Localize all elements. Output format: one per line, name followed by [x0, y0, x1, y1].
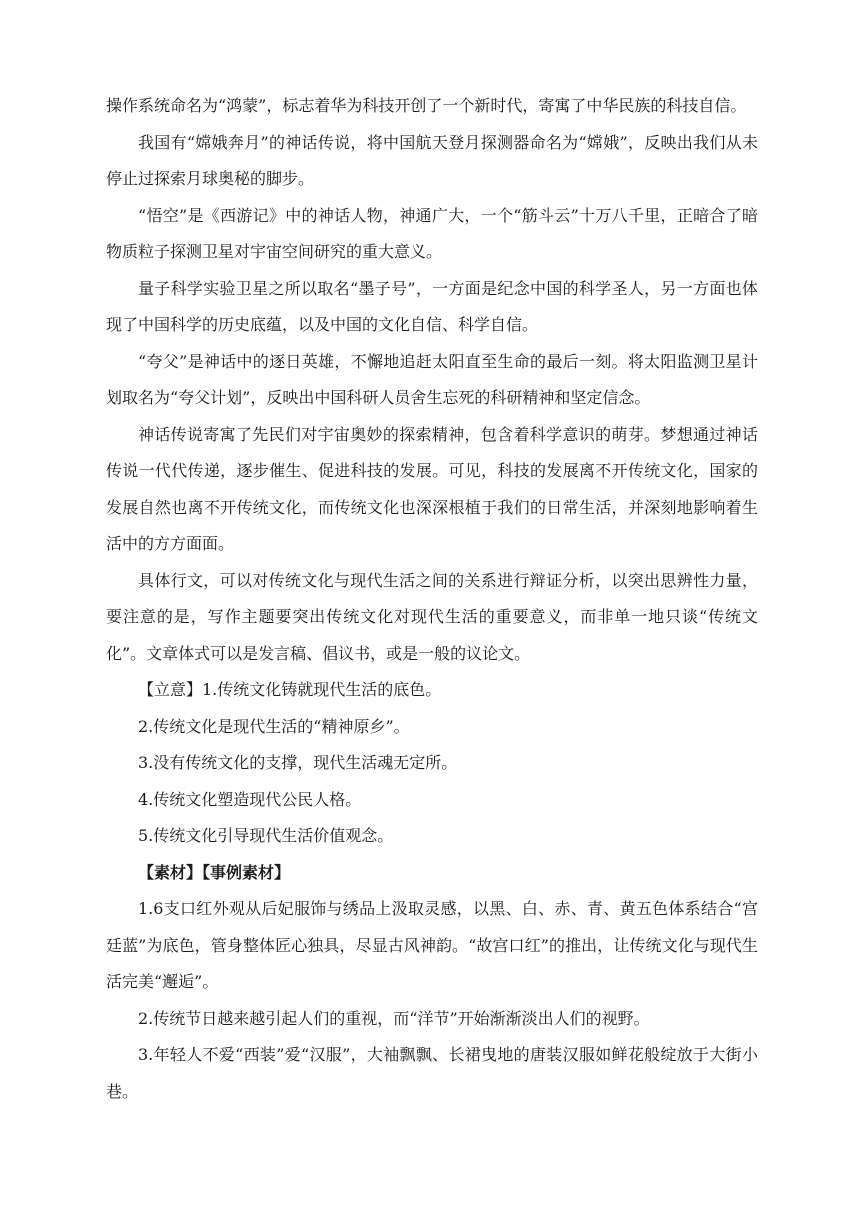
paragraph-mozi: 量子科学实验卫星之所以取名“墨子号”，一方面是纪念中国的科学圣人，另一方面也体现了中国科学的历史底蕴，以及中国的文化自信、科学自信。	[106, 278, 758, 334]
paragraph-wukong: “悟空”是《西游记》中的神话人物，神通广大，一个“筋斗云”十万八千里，正暗合了暗物质粒子探测卫星对宇宙空间研究的重大意义。	[106, 205, 758, 261]
paragraph-kuafu: “夸父”是神话中的逐日英雄，不懈地追赶太阳直至生命的最后一刻。将太阳监测卫星计划取名为“夸父计划”，反映出中国科研人员舍生忘死的科研精神和坚定信念。	[106, 351, 758, 407]
paragraph-change: 我国有“嫦娥奔月”的神话传说，将中国航天登月探测器命名为“嫦娥”，反映出我们从未停止过探索月球奥秘的脚步。	[106, 132, 758, 188]
theme-item-2: 2.传统文化是现代生活的“精神原乡”。	[138, 716, 410, 736]
material-item-3: 3.年轻人不爱“西装”爱“汉服”，大袖飘飘、长裙曳地的唐装汉服如鲜花般绽放于大街小巷。	[106, 1045, 758, 1101]
material-item-1: 1.6支口红外观从后妃服饰与绣品上汲取灵感，以黑、白、赤、青、黄五色体系结合“宫廷蓝”为底色，管身整体匠心独具，尽显古风神韵。“故宫口红”的推出，让传统文化与现代生活完美“邂逅”。	[106, 899, 758, 991]
material-item-2: 2.传统节日越来越引起人们的重视，而“洋节”开始渐渐淡出人们的视野。	[138, 1008, 650, 1028]
paragraph-hongmeng: 操作系统命名为“鸿蒙”，标志着华为科技开创了一个新时代，寄寓了中华民族的科技自信。	[106, 96, 747, 115]
paragraph-writing-guide: 具体行文，可以对传统文化与现代生活之间的关系进行辩证分析，以突出思辨性力量，要注意的是，写作主题要突出传统文化对现代生活的重要意义，而非单一地只谈“传统文化”。文章体式可以是发言稿、倡议书，或是一般的议论文。	[106, 570, 758, 663]
theme-item-5: 5.传统文化引导现代生活价值观念。	[138, 826, 394, 845]
paragraph-myth-summary: 神话传说寄寓了先民们对宇宙奥妙的探索精神，包含着科学意识的萌芽。梦想通过神话传说一代代传递，逐步催生、促进科技的发展。可见，科技的发展离不开传统文化，国家的发展自然也离不开传统文化，而传统文化也深深根植于我们的日常生活，并深刻地影响着生活中的方方面面。	[106, 424, 758, 553]
theme-item-4: 4.传统文化塑造现代公民人格。	[138, 789, 362, 809]
theme-item-3: 3.没有传统文化的支撑，现代生活魂无定所。	[138, 753, 458, 772]
document-page	[106, 88, 758, 1110]
section-heading-materials: 【素材】【事例素材】	[138, 862, 291, 882]
theme-item-1: 【立意】1.传统文化铸就现代生活的底色。	[138, 680, 442, 699]
